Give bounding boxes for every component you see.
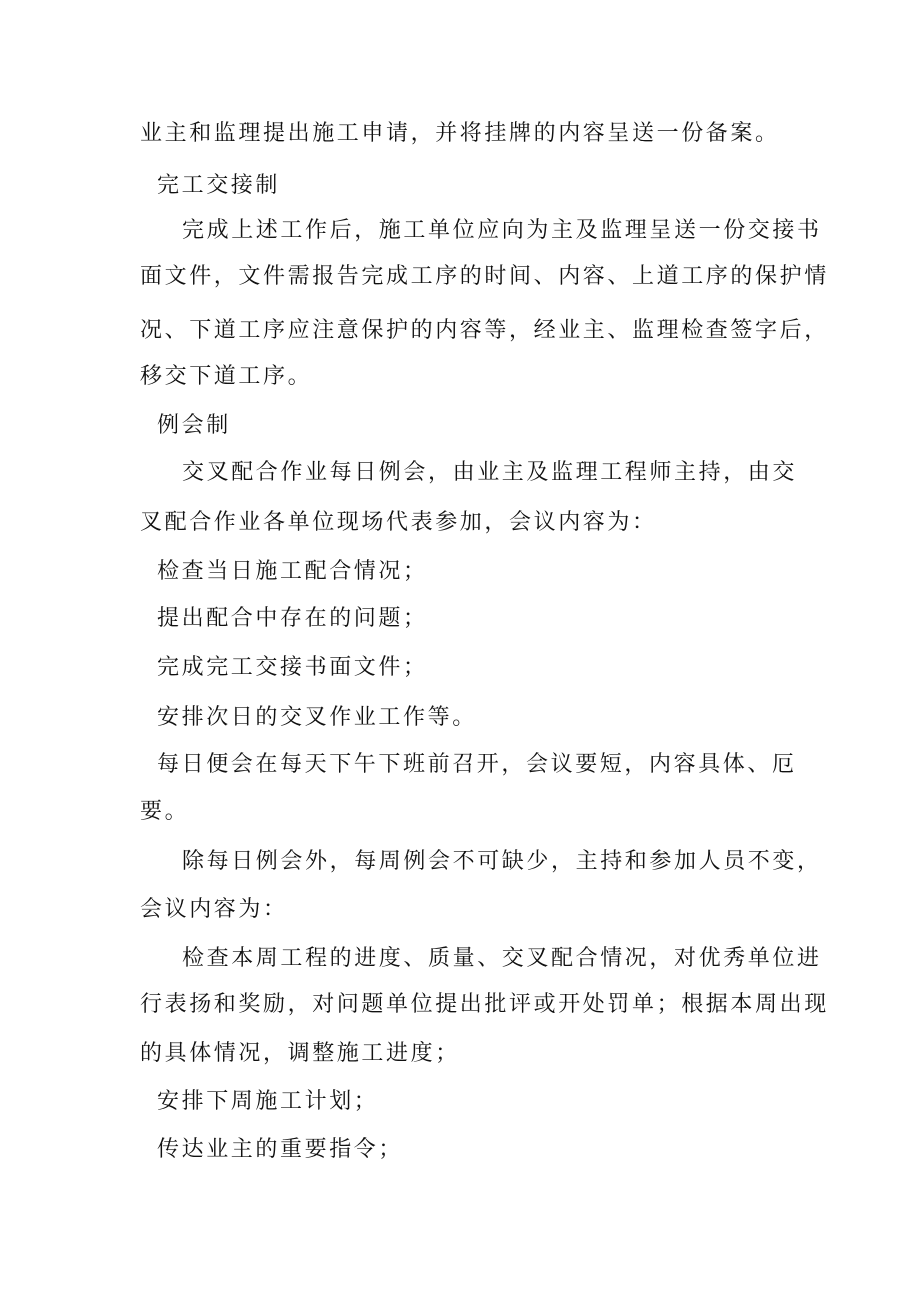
text-line: 况、下道工序应注意保护的内容等，经业主、监理检查签字后，: [140, 318, 829, 343]
text-line: 的具体情况，调整施工进度；: [140, 1041, 460, 1066]
text-line: 行表扬和奖励，对问题单位提出批评或开处罚单；根据本周出现: [140, 992, 829, 1017]
list-item: 安排次日的交叉作业工作等。: [157, 705, 477, 730]
text-line: 除每日例会外，每周例会不可缺少，主持和参加人员不变，: [182, 849, 822, 874]
list-item: 传达业主的重要指令；: [157, 1137, 404, 1162]
text-line: 业主和监理提出施工申请，并将挂牌的内容呈送一份备案。: [140, 121, 780, 146]
section-heading: 完工交接制: [157, 173, 281, 198]
text-line: 叉配合作业各单位现场代表参加，会议内容为：: [140, 510, 657, 535]
text-line: 检查本周工程的进度、质量、交叉配合情况，对优秀单位进: [182, 946, 822, 971]
text-line: 要。: [140, 799, 190, 824]
list-item: 提出配合中存在的问题；: [157, 606, 428, 631]
text-line: 完成上述工作后，施工单位应向为主及监理呈送一份交接书: [182, 218, 822, 243]
text-line: 会议内容为：: [140, 897, 288, 922]
section-heading: 例会制: [157, 413, 231, 438]
text-line: 移交下道工序。: [140, 364, 313, 389]
text-line: 每日便会在每天下午下班前召开，会议要短，内容具体、厄: [157, 752, 797, 777]
list-item: 检查当日施工配合情况；: [157, 559, 428, 584]
list-item: 安排下周施工计划；: [157, 1089, 379, 1114]
text-line: 面文件，文件需报告完成工序的时间、内容、上道工序的保护情: [140, 264, 829, 289]
text-line: 交叉配合作业每日例会，由业主及监理工程师主持，由交: [182, 460, 798, 485]
list-item: 完成完工交接书面文件；: [157, 655, 428, 680]
